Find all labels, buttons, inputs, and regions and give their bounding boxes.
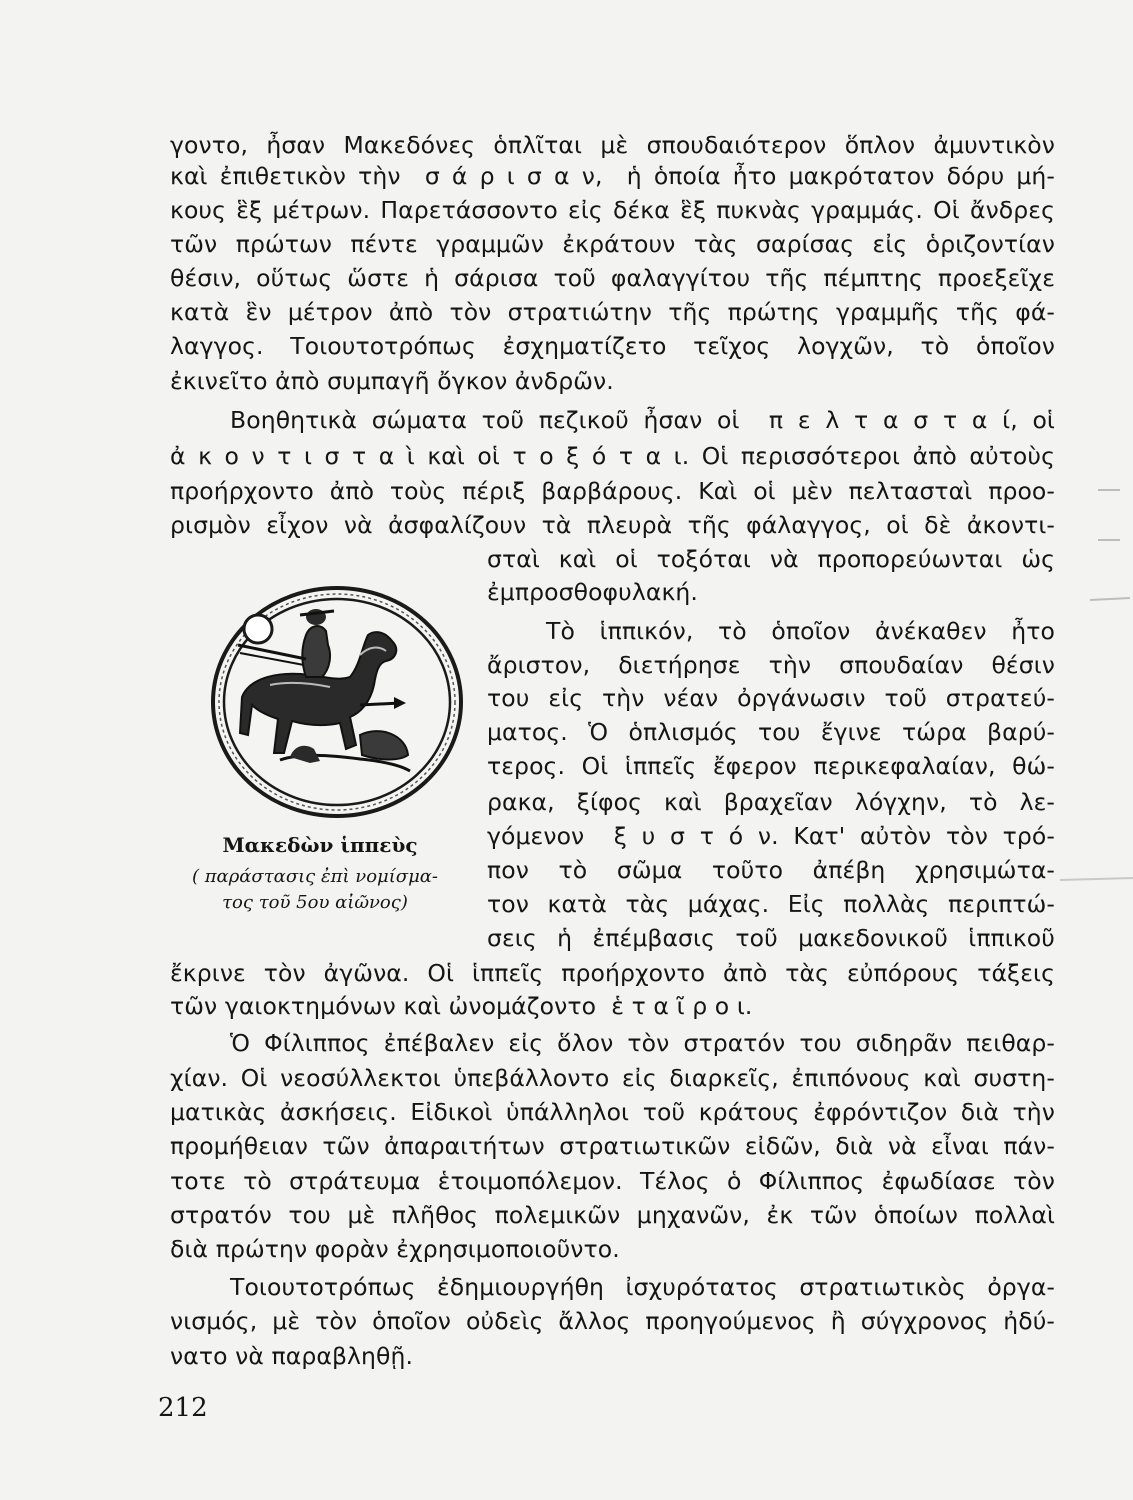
text-line: τοτε τὸ στράτευμα ἑτοιμοπόλεμον. Τέλος ὁ Φίλιππος ἐφωδίασε τὸν xyxy=(170,1167,1055,1195)
text-line: ρισμὸν εἶχον νὰ ἀσφαλίζουν τὰ πλευρὰ τῆς φάλαγγος, οἱ δὲ ἀκοντι- xyxy=(170,511,1055,539)
figure-caption-line: ( παράστασις ἐπὶ νομίσμα- xyxy=(191,866,439,887)
text-line: σταὶ καὶ οἱ τοξόται νὰ προπορεύωνται ὡς xyxy=(487,545,1055,573)
text-line: Βοηθητικὰ σώματα τοῦ πεζικοῦ ἦσαν οἱ π ε λ τ α σ τ α ί, οἱ xyxy=(230,406,1055,434)
text-line: Τοιουτοτρόπως ἐδημιουργήθη ἰσχυρότατος στρατιωτικὸς ὀργα- xyxy=(230,1273,1055,1301)
text-line: προήρχοντο ἀπὸ τοὺς πέριξ βαρβάρους. Καὶ οἱ μὲν πελτασταὶ προο- xyxy=(170,477,1055,505)
text-line: τερος. Οἱ ἱππεῖς ἔφερον περικεφαλαίαν, θώ- xyxy=(487,752,1055,780)
text-line: σεις ἡ ἐπέμβασις τοῦ μακεδονικοῦ ἱππικοῦ xyxy=(487,924,1055,952)
text-line: τῶν γαιοκτημόνων καὶ ὠνομάζοντο ἑ τ α ῖ ρ ο ι. xyxy=(170,992,753,1020)
text-line: λαγγος. Τοιουτοτρόπως ἐσχηματίζετο τεῖχος λογχῶν, τὸ ὁποῖον xyxy=(170,332,1055,360)
text-line: πον τὸ σῶμα τοῦτο ἀπέβη χρησιμώτα- xyxy=(487,856,1055,884)
text-line: ἔκρινε τὸν ἀγῶνα. Οἱ ἱππεῖς προήρχοντο ἀπὸ τὰς εὐπόρους τάξεις xyxy=(170,959,1055,987)
macedonian-horseman-coin-image xyxy=(210,585,465,820)
text-line: ἄριστον, διετήρησε τὴν σπουδαίαν θέσιν xyxy=(487,651,1055,679)
text-line: κατὰ ἓν μέτρον ἀπὸ τὸν στρατιώτην τῆς πρώτης γραμμῆς τῆς φά- xyxy=(170,298,1055,326)
text-line: ἐμπροσθοφυλακή. xyxy=(487,578,698,606)
text-line: στρατόν του μὲ πλῆθος πολεμικῶν μηχανῶν, ἐκ τῶν ὁποίων πολλαὶ xyxy=(170,1201,1055,1229)
text-line: γόμενον ξ υ σ τ ό ν. Κατ' αὐτὸν τὸν τρό- xyxy=(487,822,1055,850)
text-line: χίαν. Οἱ νεοσύλλεκτοι ὑπεβάλλοντο εἰς διαρκεῖς, ἐπιπόνους καὶ συστη- xyxy=(170,1064,1055,1092)
figure-caption-line: τος τοῦ 5ου αἰῶνος) xyxy=(222,892,408,913)
text-line: Τὸ ἱππικόν, τὸ ὁποῖον ἀνέκαθεν ἦτο xyxy=(546,617,1055,645)
text-line: Ὁ Φίλιππος ἐπέβαλεν εἰς ὅλον τὸν στρατόν του σιδηρᾶν πειθαρ- xyxy=(230,1029,1055,1057)
text-line: ἐκινεῖτο ἀπὸ συμπαγῆ ὄγκον ἀνδρῶν. xyxy=(170,367,614,395)
text-line: του εἰς τὴν νέαν ὀργάνωσιν τοῦ στρατεύ- xyxy=(487,684,1055,712)
text-line: κους ἓξ μέτρων. Παρετάσσοντο εἰς δέκα ἓξ πυκνὰς γραμμάς. Οἱ ἄνδρες xyxy=(170,196,1055,224)
text-line: διὰ πρώτην φορὰν ἐχρησιμοποιοῦντο. xyxy=(170,1235,620,1263)
figure-caption-title: Μακεδὼν ἱππεὺς xyxy=(222,833,418,857)
text-line: ἀ κ ο ν τ ι σ τ α ὶ καὶ οἱ τ ο ξ ό τ α ι. Οἱ περισσότεροι ἀπὸ αὐτοὺς xyxy=(170,442,1055,470)
text-line: ματος. Ὁ ὁπλισμός του ἔγινε τώρα βαρύ- xyxy=(487,718,1055,746)
page-number: 212 xyxy=(158,1393,208,1423)
text-line: νατο νὰ παραβληθῇ. xyxy=(170,1342,414,1370)
text-line: νισμός, μὲ τὸν ὁποῖον οὐδεὶς ἄλλος προηγούμενος ἢ σύγχρονος ἠδύ- xyxy=(170,1307,1055,1335)
text-line: τῶν πρώτων πέντε γραμμῶν ἐκράτουν τὰς σαρίσας εἰς ὁριζοντίαν xyxy=(170,230,1055,258)
text-line: ματικὰς ἀσκήσεις. Εἰδικοὶ ὑπάλληλοι τοῦ κράτους ἐφρόντιζον διὰ τὴν xyxy=(170,1098,1055,1126)
text-line: θέσιν, οὕτως ὥστε ἡ σάρισα τοῦ φαλαγγίτου τῆς πέμπτης προεξεῖχε xyxy=(170,264,1055,292)
text-line: ρακα, ξίφος καὶ βραχεῖαν λόγχην, τὸ λε- xyxy=(487,788,1055,816)
text-line: καὶ ἐπιθετικὸν τὴν σ ά ρ ι σ α ν, ἡ ὁποία ἦτο μακρότατον δόρυ μή- xyxy=(170,162,1055,190)
text-line: τον κατὰ τὰς μάχας. Εἰς πολλὰς περιπτώ- xyxy=(487,890,1055,918)
text-line: γοντο, ἦσαν Μακεδόνες ὁπλῖται μὲ σπουδαιότερον ὅπλον ἀμυντικὸν xyxy=(170,131,1055,159)
text-line: προμήθειαν τῶν ἀπαραιτήτων στρατιωτικῶν εἰδῶν, διὰ νὰ εἶναι πάν- xyxy=(170,1132,1055,1160)
